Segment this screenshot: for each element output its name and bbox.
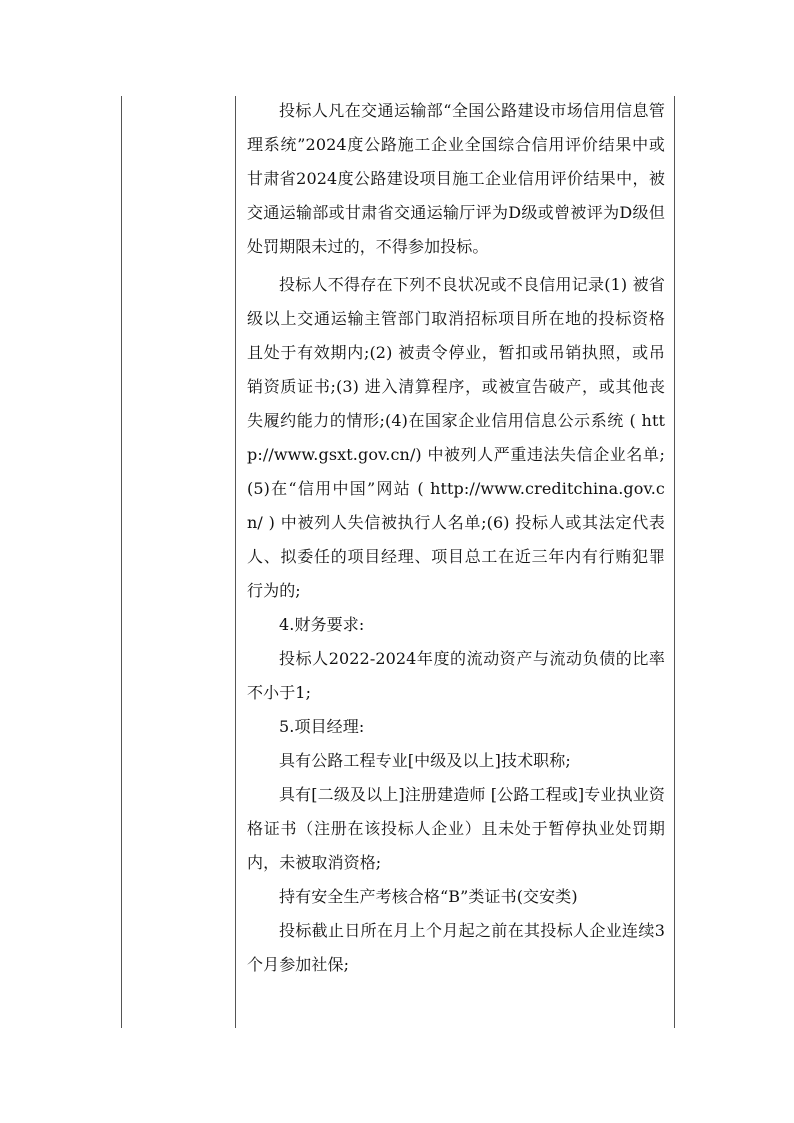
table-cell-content — [247, 94, 665, 982]
table-border-right — [674, 96, 675, 1028]
paragraph-safety-certificate: 持有安全生产考核合格“B”类证书(交安类) — [279, 887, 578, 906]
paragraph-technical-title: 具有公路工程专业[中级及以上]技术职称; — [279, 751, 571, 770]
table-border-left — [121, 96, 122, 1028]
paragraph-social-insurance: 投标截止日所在月上个月起之前在其投标人企业连续3个月参加社保; — [247, 921, 665, 974]
paragraph-financial-requirement: 投标人2022-2024年度的流动资产与流动负债的比率不小于1; — [247, 649, 665, 702]
paragraph-bad-credit-records: 投标人不得存在下列不良状况或不良信用记录(1) 被省级以上交通运输主管部门取消招标项目所在地的投标资格且处于有效期内;(2) 被责令停业，暂扣或吊销执照，或吊销资质证书;(3) 进入清算程序，或被宣告破产，或其他丧失履约能力的情形;(4)在国家企业信用信息公示系统 ( http://www.gsxt.gov.cn/) 中被列人严重违法失信企业名单;(5)在“信用中国”网站 ( http://www.creditchina.gov.cn/ ) 中被列人失信被执行人名单;(6) 投标人或其法定代表人、拟委任的项目经理、项目总工在近三年内有行贿犯罪行为的; — [247, 275, 665, 600]
paragraph-credit-evaluation: 投标人凡在交通运输部“全国公路建设市场信用信息管理系统”2024度公路施工企业全国综合信用评价结果中或甘肃省2024度公路建设项目施工企业信用评价结果中，被交通运输部或甘肃省交通运输厅评为D级或曾被评为D级但处罚期限未过的，不得参加投标。 — [247, 101, 665, 256]
table-border-middle — [235, 96, 236, 1028]
paragraph-financial-heading: 4.财务要求: — [279, 615, 365, 634]
paragraph-project-manager-heading: 5.项目经理: — [279, 717, 365, 736]
paragraph-constructor-certificate: 具有[二级及以上]注册建造师 [公路工程或]专业执业资格证书（注册在该投标人企业）且未处于暂停执业处罚期内，未被取消资格; — [247, 785, 665, 872]
